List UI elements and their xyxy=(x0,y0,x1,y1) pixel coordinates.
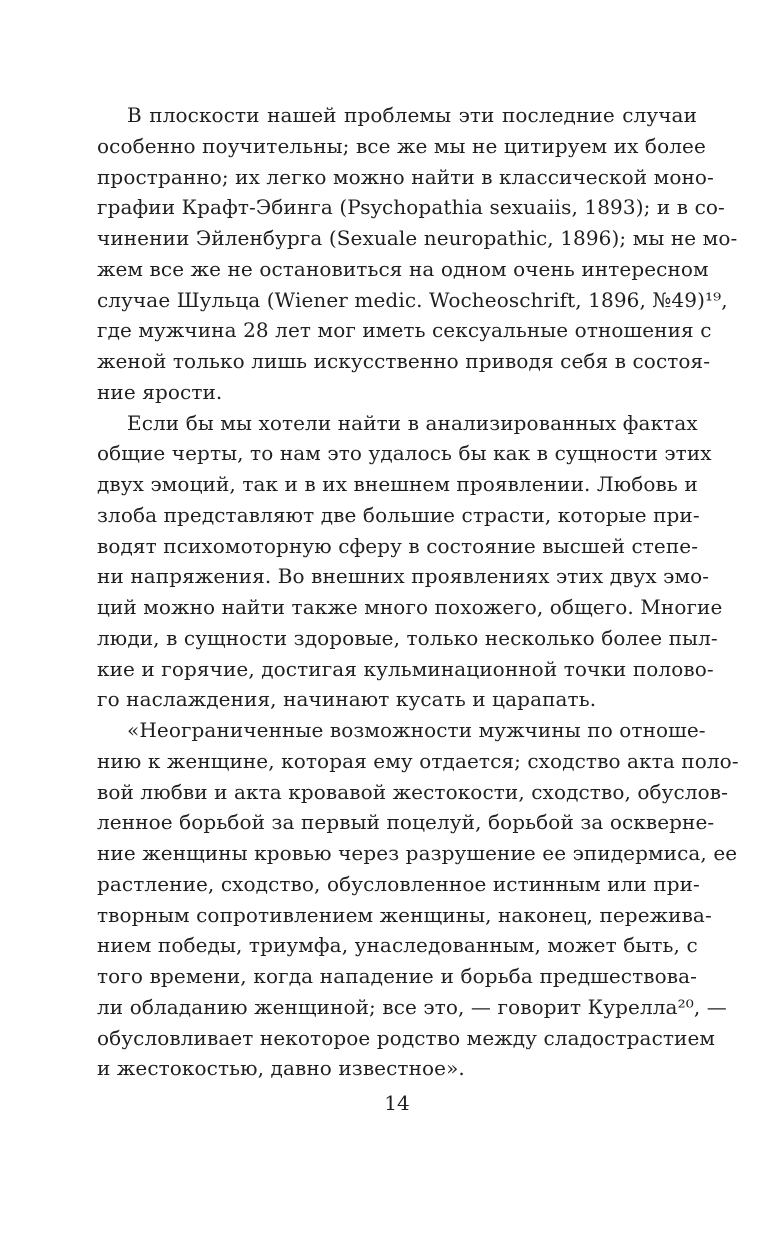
page-number: 14 xyxy=(384,1091,410,1115)
text-line: ни напряжения. Во внешних проявлениях этих двух эмо- xyxy=(97,564,710,589)
text-line: двух эмоций, так и в их внешнем проявлении. Любовь и xyxy=(97,472,698,496)
text-line: нием победы, триумфа, унаследованным, может быть, с xyxy=(97,933,698,958)
text-line: водят психомоторную сферу в состояние высшей степе- xyxy=(97,533,699,558)
text-line: ленное борьбой за первый поцелуй, борьбой за оскверне- xyxy=(97,810,715,835)
text-line: вой любви и акта кровавой жестокости, сходство, обуслов- xyxy=(97,779,728,804)
text-line: того времени, когда нападение и борьба предшествова- xyxy=(97,964,697,988)
text-line: Если бы мы хотели найти в анализированных фактах xyxy=(127,410,698,435)
text-line: ние ярости. xyxy=(97,379,223,404)
text-line: обусловливает некоторое родство между сладострастием xyxy=(97,1025,716,1050)
text-line: особенно поучительны; все же мы не цитируем их более xyxy=(97,133,706,158)
text-line: ние женщины кровью через разрушение ее эпидермиса, ее xyxy=(97,841,738,865)
text-line: женой только лишь искусственно приводя себя в состоя- xyxy=(97,349,711,373)
text-line: графии Крафт-Эбинга (Psychopathia sexuaiis, 1893); и в со- xyxy=(97,195,725,220)
text-line: чинении Эйленбурга (Sexuale neuropathic, 1896); мы не мо- xyxy=(97,226,738,250)
paragraph xyxy=(97,408,723,716)
page-text xyxy=(97,100,739,1084)
text-line: ли обладанию женщиной; все это, — говорит Курелла²⁰, — xyxy=(97,994,727,1019)
text-line: нию к женщине, которая ему отдается; сходство акта поло- xyxy=(97,748,739,773)
text-line: творным сопротивлением женщины, наконец, пережива- xyxy=(97,902,712,927)
text-line: го наслаждения, начинают кусать и царапать. xyxy=(97,687,597,712)
text-line: кие и горячие, достигая кульминационной точки полово- xyxy=(97,656,714,681)
text-line: общие черты, то нам это удалось бы как в сущности этих xyxy=(97,441,712,466)
text-line: растление, сходство, обусловленное истинным или при- xyxy=(97,871,700,896)
text-line: В плоскости нашей проблемы эти последние случаи xyxy=(127,103,697,127)
text-line: люди, в сущности здоровые, только несколько более пыл- xyxy=(97,625,718,650)
text-line: ций можно найти также много похожего, общего. Многие xyxy=(97,595,723,619)
paragraph xyxy=(97,715,739,1084)
text-line: «Неограниченные возможности мужчины по отноше- xyxy=(127,718,706,742)
text-line: и жестокостью, давно известное». xyxy=(97,1056,465,1081)
text-line: случае Шульца (Wiener medic. Wocheoschrift, 1896, №49)¹⁹, xyxy=(97,287,728,312)
text-line: где мужчина 28 лет мог иметь сексуальные отношения с xyxy=(97,318,712,343)
text-line: злоба представляют две большие страсти, которые при- xyxy=(97,502,700,527)
text-line: жем все же не остановиться на одном очень интересном xyxy=(97,256,709,281)
text-line: пространно; их легко можно найти в классической моно- xyxy=(97,164,714,189)
paragraph xyxy=(97,100,738,408)
